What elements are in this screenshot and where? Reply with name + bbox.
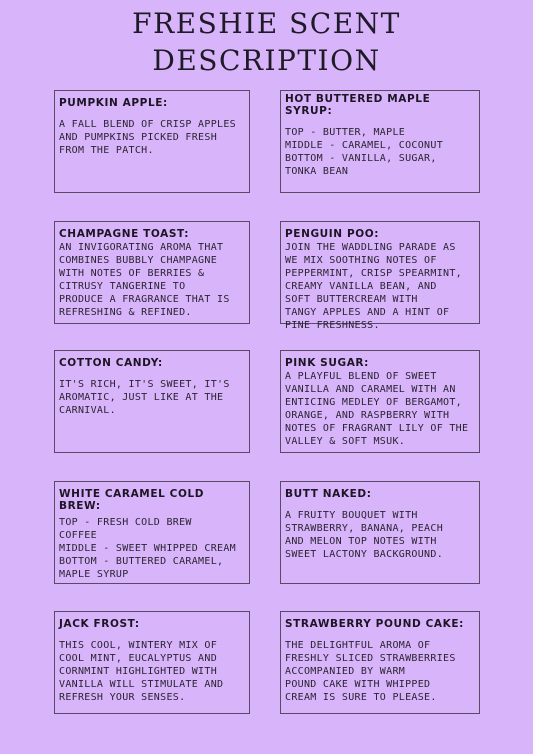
scent-description: AN INVIGORATING AROMA THAT COMBINES BUBBLY CHAMPAGNE WITH NOTES OF BERRIES & CITRUSY TANGERINE TO PRODUCE A FRAGRANCE THAT IS REFRESHING & REFINED. [59,242,230,318]
scent-description: IT'S RICH, IT'S SWEET, IT'S AROMATIC, JUST LIKE AT THE CARNIVAL. [59,379,230,416]
scent-name: COTTON CANDY: [59,357,163,369]
scent-description: THIS COOL, WINTERY MIX OF COOL MINT, EUCALYPTUS AND CORNMINT HIGHLIGHTED WITH VANILLA WILL STIMULATE AND REFRESH YOUR SENSES. [59,640,224,703]
scent-name: WHITE CARAMEL COLD BREW: [59,488,205,512]
scent-card-butt-naked [280,481,480,584]
scent-description: THE DELIGHTFUL AROMA OF FRESHLY SLICED STRAWBERRIES ACCOMPANIED BY WARM POUND CAKE WITH WHIPPED CREAM IS SURE TO PLEASE. [285,640,456,703]
scent-card-white-caramel-cold-brew [54,481,250,584]
scent-card-jack-frost [54,611,250,714]
page-title-line-1: FRESHIE SCENT [132,7,401,40]
scent-description: TOP - BUTTER, MAPLE MIDDLE - CARAMEL, COCONUT BOTTOM - VANILLA, SUGAR, TONKA BEAN [285,127,444,177]
scent-card-champagne-toast [54,221,250,324]
scent-name: HOT BUTTERED MAPLE SYRUP: [285,93,431,117]
scent-card-pumpkin-apple [54,90,250,193]
scent-description: A PLAYFUL BLEND OF SWEET VANILLA AND CARAMEL WITH AN ENTICING MEDLEY OF BERGAMOT, ORANGE, AND RASPBERRY WITH NOTES OF FRAGRANT LILY OF THE VALLEY & SOFT MSUK. [285,371,469,447]
scent-description: TOP - FRESH COLD BREW COFFEE MIDDLE - SWEET WHIPPED CREAM BOTTOM - BUTTERED CARAMEL, MAPLE SYRUP [59,517,236,580]
scent-name: CHAMPAGNE TOAST: [59,228,190,240]
page-title-line-2: DESCRIPTION [152,44,381,77]
scent-name: PENGUIN POO: [285,228,380,240]
scent-card-hot-buttered-maple-syrup [280,90,480,193]
scent-card-penguin-poo [280,221,480,331]
scent-card-pink-sugar [280,350,480,453]
scent-description: A FALL BLEND OF CRISP APPLES AND PUMPKINS PICKED FRESH FROM THE PATCH. [59,119,236,156]
scent-card-cotton-candy [54,350,250,453]
scent-description: JOIN THE WADDLING PARADE AS WE MIX SOOTHING NOTES OF PEPPERMINT, CRISP SPEARMINT, CREAMY VANILLA BEAN, AND SOFT BUTTERCREAM WITH TANGY APPLES AND A HINT OF PINE FRESHNESS. [285,242,462,331]
scent-name: PINK SUGAR: [285,357,369,369]
scent-name: JACK FROST: [59,618,140,630]
scent-name: BUTT NAKED: [285,488,372,500]
scent-card-strawberry-pound-cake [280,611,480,714]
scent-description: A FRUITY BOUQUET WITH STRAWBERRY, BANANA, PEACH AND MELON TOP NOTES WITH SWEET LACTONY BACKGROUND. [285,510,444,560]
scent-name: PUMPKIN APPLE: [59,97,168,109]
scent-name: STRAWBERRY POUND CAKE: [285,618,464,630]
